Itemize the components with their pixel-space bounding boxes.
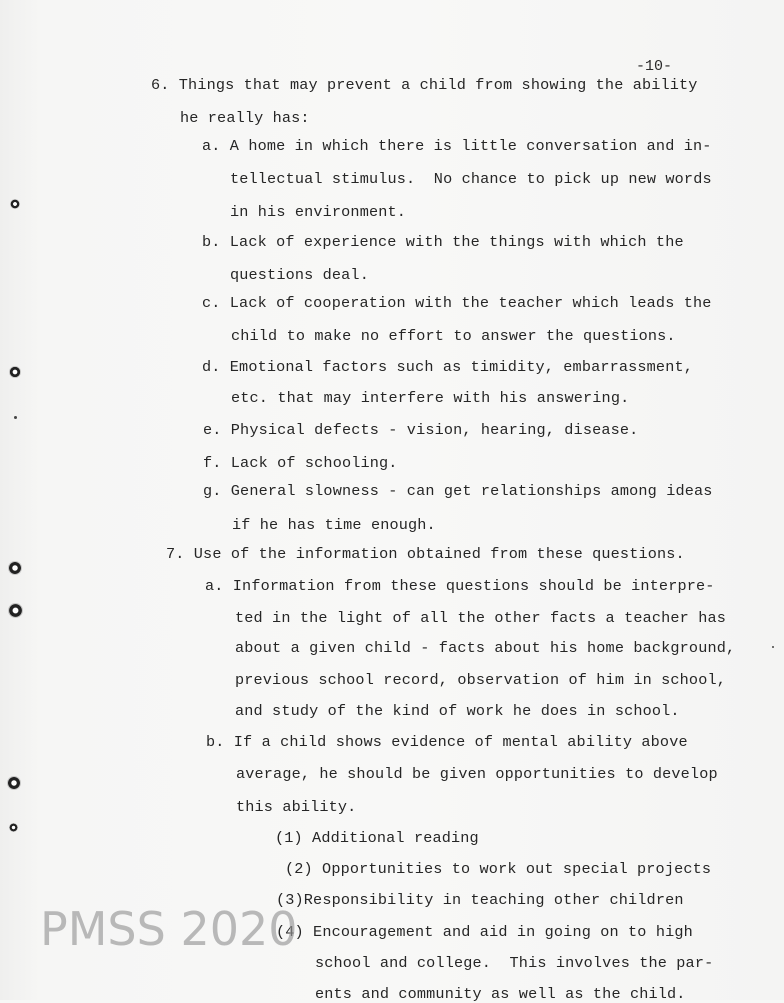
item-7b-cont: average, he should be given opportunities to develop (236, 765, 718, 783)
item-6a-cont: in his environment. (230, 203, 407, 221)
speck (772, 646, 774, 648)
punch-hole (9, 366, 21, 378)
item-6c-cont: child to make no effort to answer the questions. (231, 327, 676, 345)
item-7-heading: 7. Use of the information obtained from these questions. (166, 545, 685, 563)
item-7b-4: (4) Encouragement and aid in going on to high (276, 923, 693, 941)
item-6-heading: 6. Things that may prevent a child from showing the ability (151, 76, 698, 94)
item-6a: a. A home in which there is little conversation and in- (202, 137, 712, 155)
item-6g: g. General slowness - can get relationships among ideas (203, 482, 713, 500)
item-6e: e. Physical defects - vision, hearing, disease. (203, 421, 639, 439)
item-7b-2: (2) Opportunities to work out special projects (285, 860, 712, 878)
item-6c: c. Lack of cooperation with the teacher which leads the (202, 294, 712, 312)
item-7b-4-cont: ents and community as well as the child. (315, 985, 686, 1003)
item-6b-cont: questions deal. (230, 266, 369, 284)
item-7a-cont: and study of the kind of work he does in school. (235, 702, 680, 720)
item-7b: b. If a child shows evidence of mental ability above (206, 733, 688, 751)
punch-hole (7, 776, 21, 790)
watermark: PMSS 2020 (40, 902, 298, 956)
item-6-heading-cont: he really has: (180, 109, 310, 127)
punch-hole (8, 561, 22, 575)
item-7a: a. Information from these questions should be interpre- (205, 577, 715, 595)
item-7b-3: (3)Responsibility in teaching other children (276, 891, 684, 909)
page-number: -10- (636, 58, 673, 75)
item-7a-cont: about a given child - facts about his home background, (235, 639, 736, 657)
punch-hole (8, 603, 23, 618)
item-6f: f. Lack of schooling. (203, 454, 398, 472)
punch-hole (10, 199, 20, 209)
item-6d-cont: etc. that may interfere with his answering. (231, 389, 630, 407)
item-6g-cont: if he has time enough. (232, 516, 436, 534)
punch-hole (9, 823, 18, 832)
item-6b: b. Lack of experience with the things with which the (202, 233, 684, 251)
item-7b-4-cont: school and college. This involves the par- (315, 954, 714, 972)
item-7b-1: (1) Additional reading (275, 829, 479, 847)
item-7a-cont: previous school record, observation of him in school, (235, 671, 726, 689)
item-6a-cont: tellectual stimulus. No chance to pick up new words (230, 170, 712, 188)
item-7b-cont: this ability. (236, 798, 357, 816)
item-7a-cont: ted in the light of all the other facts a teacher has (235, 609, 726, 627)
speck (14, 416, 17, 419)
item-6d: d. Emotional factors such as timidity, embarrassment, (202, 358, 693, 376)
